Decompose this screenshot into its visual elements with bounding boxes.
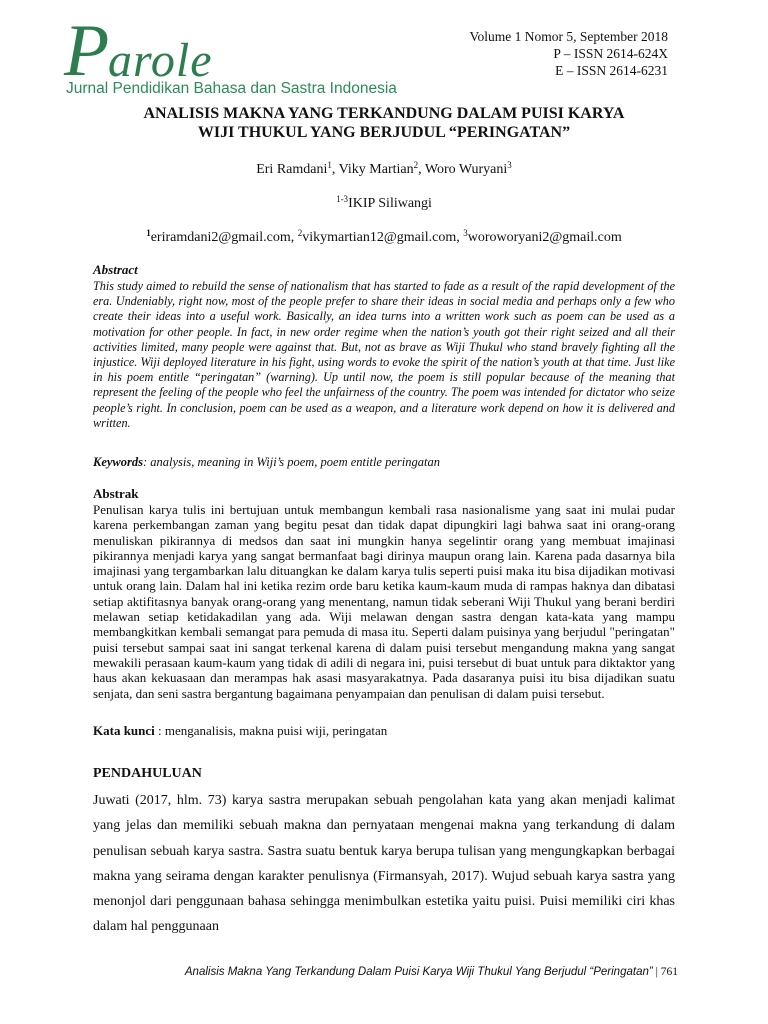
abstract-heading: Abstract xyxy=(93,262,138,277)
author-separator: , xyxy=(331,162,339,177)
keywords-label: Keywords xyxy=(93,455,143,469)
author-list xyxy=(80,162,688,178)
email-separator: , xyxy=(290,230,298,245)
email-address[interactable]: eriramdani2@gmail.com xyxy=(150,230,291,245)
author-name: Woro Wuryani xyxy=(424,162,508,177)
affiliation-mark: 1-3 xyxy=(336,194,349,204)
footer-separator: | xyxy=(652,966,661,978)
abstrak-heading: Abstrak xyxy=(93,486,139,501)
running-title: Analisis Makna Yang Terkandung Dalam Puisi Karya Wiji Thukul Yang Berjudul “Peringatan” xyxy=(184,966,653,978)
section-heading: PENDAHULUAN xyxy=(93,766,202,781)
paper-title-line-1: ANALISIS MAKNA YANG TERKANDUNG DALAM PUISI KARYA xyxy=(143,105,625,122)
issue-volume: Volume 1 Nomor 5, September 2018 xyxy=(469,29,668,44)
journal-subtitle: Jurnal Pendidikan Bahasa dan Sastra Indonesia xyxy=(66,80,397,97)
kata-kunci-list: : menganalisis, makna puisi wiji, peringatan xyxy=(154,723,388,738)
paper-title-line-2: WIJI THUKUL YANG BERJUDUL “PERINGATAN” xyxy=(197,124,571,141)
issue-info xyxy=(470,28,668,79)
logo-letters: arole xyxy=(108,34,213,87)
author-affil-mark: 1 xyxy=(327,160,332,170)
kata-kunci xyxy=(93,723,387,739)
paper-title xyxy=(90,104,678,142)
email-mark: 3 xyxy=(463,228,468,238)
issue-e-issn: E – ISSN 2614-6231 xyxy=(555,63,668,78)
email-address[interactable]: vikymartian12@gmail.com xyxy=(302,230,457,245)
abstract-text: This study aimed to rebuild the sense of nationalism that has started to fade as a result of the rapid development of the era. Undeniably, right now, most of the people prefer to share their ideas in social media and perhaps only a few who create their ideas into a useful work. Basically, an idea turns into a written work such as poem can be used as a motivation for other people. In fact, in new order regime when the nation’s youth got their right seized and all their activities limited, many people were against that. But, not as brave as Wiji Thukul who stand bravely fighting all the injustice. Wiji deployed literature in his fight, using words to evoke the spirit of the nation’s youth at that time. Just like in his poem entitle “peringatan” (warning). Up until now, the poem is still popular because of the meaning that represent the feeling of the people who feel the unfairness of the country. The poem was intended for dictator who seize people’s right. In conclusion, poem can be used as a weapon, and a literature work depend on how it is delivered and written. xyxy=(93,279,675,430)
issue-p-issn: P – ISSN 2614-624X xyxy=(553,46,668,61)
author-affil-mark: 3 xyxy=(507,160,512,170)
page-footer xyxy=(185,966,678,978)
email-separator: , xyxy=(456,230,464,245)
keywords-list: : analysis, meaning in Wiji’s poem, poem entitle peringatan xyxy=(143,455,440,469)
email-address[interactable]: woroworyani2@gmail.com xyxy=(467,230,622,245)
section-body: Juwati (2017, hlm. 73) karya sastra merupakan sebuah pengolahan kata yang akan menjadi kalimat yang jelas dan memiliki sebuah makna dan pernyataan mengenai makna yang terkandung di dalam penulisan sebuah karya sastra. Sastra suatu bentuk karya berupa tulisan yang mengungkapkan berbagai makna yang seirama dengan karakter penulisnya (Firmansyah, 2017). Wujud sebuah karya sastra yang menonjol dari penggunaan bahasa sehingga menimbulkan estetika yaitu puisi. Puisi memiliki ciri khas dalam hal penggunaan xyxy=(93,793,675,935)
kata-kunci-label: Kata kunci xyxy=(93,723,155,738)
author-affil-mark: 2 xyxy=(413,160,419,170)
affiliation-name: IKIP Siliwangi xyxy=(348,196,432,211)
page-number: 761 xyxy=(660,966,678,978)
email-mark: 2 xyxy=(297,228,303,238)
journal-logo xyxy=(64,10,424,100)
author-emails xyxy=(80,230,688,246)
author-name: Viky Martian xyxy=(338,162,414,177)
logo-letter-p: P xyxy=(64,10,110,92)
keywords xyxy=(93,455,440,470)
author-separator: , xyxy=(418,162,425,177)
email-mark: 1 xyxy=(146,228,151,238)
affiliation xyxy=(80,196,688,212)
abstrak-text: Penulisan karya tulis ini bertujuan untuk membangun kembali rasa nasionalisme yang saat ini mulai pudar karena perkembangan zaman yang begitu pesat dan tidak dapat dipungkiri lagi bahwa saat ini orang-orang menuliskan pikirannya di medsos dan saat ini mungkin hanya segelintir orang yang membuat imajinasi pikirannya menjadi karya yang sangat bermanfaat bagi dirinya maupun orang lain. Karena pada dasarnya bila imajinasi yang tergambarkan lalu dituangkan ke dalam karya tulis seperti puisi maka itu bisa dijadikan motivasi untuk orang lain. Dalam hal ini ketika rezim orde baru ketika kaum-kaum muda di rampas haknya dan dibatasi setiap aktifitasnya banyak orang-orang yang menentang, namun tidak seberani Wiji Thukul yang berani berdiri melawan setiap ketidakadilan yang ada. Wiji melawan dengan sastra dengan kata-kata yang mampu membangkitkan kembali semangat para pemuda di masa itu. Seperti dalam puisinya yang berjudul "peringatan" puisi tersebut sampai saat ini sangat terkenal karena di dalam puisi tersebut mengandung makna yang sangat mewakili perasaan kaum-kaum yang tidak di adili di negara ini, puisi tersebut di buat untuk para diktaktor yang haus akan kekuasaan dan merampas hak asasi masyarakatnya. Pada dasaranya puisi itu bisa dijadikan suatu senjata, dan seni sastra bergantung bagaimana penyampaian dan penulisan di dalam puisi tersebut. xyxy=(93,502,675,701)
author-name: Eri Ramdani xyxy=(256,162,328,177)
